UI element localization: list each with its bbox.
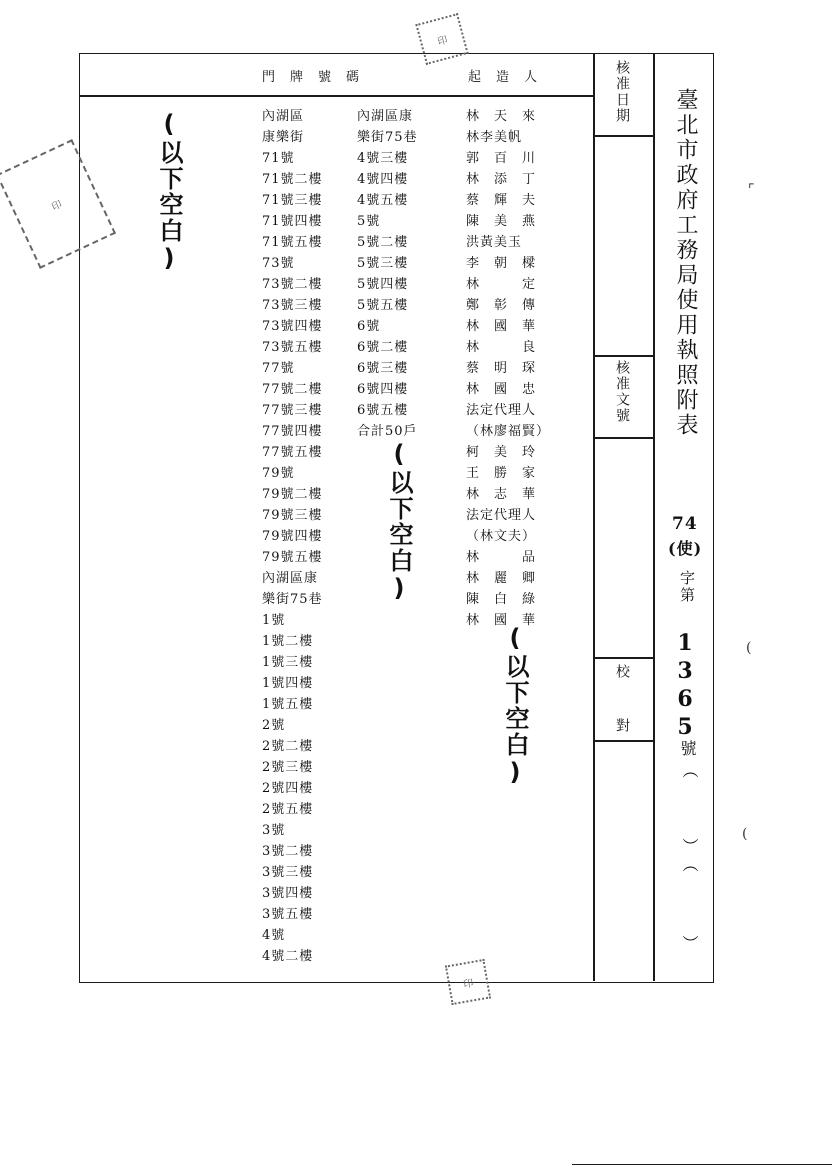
- address-entry: 79號三樓: [262, 508, 323, 523]
- address-entry: 71號五樓: [262, 235, 323, 250]
- address-header: 門 牌 號 碼: [262, 70, 361, 85]
- address-entry: 6號四樓: [357, 382, 409, 397]
- seal-stamp-bottom: [445, 959, 491, 1005]
- address-entry: 71號: [262, 151, 295, 166]
- side-hline-1: [593, 135, 653, 137]
- bracket-mark-2: (: [746, 640, 752, 656]
- address-entry: 71號二樓: [262, 172, 323, 187]
- address-entry: 77號三樓: [262, 403, 323, 418]
- builder-entry: 柯 美 玲: [466, 445, 537, 460]
- address-entry: 4號: [262, 928, 286, 943]
- address-entry: 合計50戶: [357, 424, 418, 439]
- bracket-mark-3: (: [742, 826, 748, 842]
- builder-entry: （林廖福賢）: [466, 424, 551, 439]
- side-hline-3: [593, 437, 653, 439]
- paren-1: ︵: [680, 762, 699, 780]
- address-entry: 2號二樓: [262, 739, 314, 754]
- builder-header: 起 造 人: [468, 70, 539, 85]
- address-entry: 3號四樓: [262, 886, 314, 901]
- address-entry: 73號三樓: [262, 298, 323, 313]
- address-entry: 79號四樓: [262, 529, 323, 544]
- builder-entry: 林 國 華: [466, 613, 537, 628]
- blank-marker-left: (以下空白): [155, 110, 183, 274]
- approval-doc-label: 核准文號: [614, 360, 630, 424]
- hao-label: 號: [678, 740, 697, 758]
- blank-marker-middle: (以下空白): [385, 440, 413, 604]
- side-hline-2: [593, 355, 653, 357]
- address-entry: 6號: [357, 319, 381, 334]
- seal-stamp-left-label: 印: [49, 198, 64, 213]
- builder-entry: 陳 美 燕: [466, 214, 537, 229]
- builder-entry: 林 麗 卿: [466, 571, 537, 586]
- builder-entry: （林文夫）: [466, 529, 537, 544]
- address-entry: 71號四樓: [262, 214, 323, 229]
- builder-entry: 林 國 華: [466, 319, 537, 334]
- approval-date-label: 核准日期: [614, 60, 630, 124]
- side-divider-2: [653, 53, 655, 981]
- address-entry: 6號三樓: [357, 361, 409, 376]
- address-entry: 6號二樓: [357, 340, 409, 355]
- address-entry: 4號四樓: [357, 172, 409, 187]
- address-entry: 73號五樓: [262, 340, 323, 355]
- seal-stamp-bottom-label: 印: [462, 977, 475, 991]
- builder-entry: 林 品: [466, 550, 537, 565]
- address-entry: 5號四樓: [357, 277, 409, 292]
- address-entry: 3號三樓: [262, 865, 314, 880]
- side-hline-4: [593, 657, 653, 659]
- builder-entry: 林 國 忠: [466, 382, 537, 397]
- builder-entry: 林 良: [466, 340, 537, 355]
- address-entry: 77號二樓: [262, 382, 323, 397]
- address-entry: 1號三樓: [262, 655, 314, 670]
- paren-3: ︶: [680, 935, 699, 953]
- builder-entry: 林 定: [466, 277, 537, 292]
- address-entry: 2號五樓: [262, 802, 314, 817]
- address-entry: 內湖區: [262, 109, 305, 124]
- paren-2: ︶︵: [680, 838, 699, 874]
- address-entry: 2號: [262, 718, 286, 733]
- address-entry: 79號: [262, 466, 295, 481]
- blank-marker-right: (以下空白): [501, 624, 529, 788]
- zi-di-label: 字第: [678, 570, 696, 604]
- address-entry: 康樂街: [262, 130, 305, 145]
- address-entry: 5號三樓: [357, 256, 409, 271]
- address-entry: 4號二樓: [262, 949, 314, 964]
- address-entry: 2號三樓: [262, 760, 314, 775]
- address-entry: 內湖區康: [262, 571, 319, 586]
- builder-entry: 林 天 來: [466, 109, 537, 124]
- doc-type: (使): [668, 539, 703, 558]
- side-divider-1: [593, 53, 595, 981]
- bracket-mark-1: ⌜: [748, 182, 755, 198]
- builder-entry: 陳 白 綠: [466, 592, 537, 607]
- address-entry: 4號五樓: [357, 193, 409, 208]
- address-entry: 1號: [262, 613, 286, 628]
- address-entry: 77號五樓: [262, 445, 323, 460]
- builder-entry: 王 勝 家: [466, 466, 537, 481]
- builder-entry: 洪黃美玉: [466, 235, 523, 250]
- address-entry: 79號五樓: [262, 550, 323, 565]
- address-entry: 1號四樓: [262, 676, 314, 691]
- seal-stamp-top-label: 印: [436, 34, 449, 48]
- address-entry: 3號二樓: [262, 844, 314, 859]
- builder-entry: 林李美帆: [466, 130, 523, 145]
- address-entry: 1號二樓: [262, 634, 314, 649]
- proofread-label: 校對: [614, 664, 630, 772]
- form-title: 臺北市政府工務局使用執照附表: [673, 88, 698, 438]
- builder-entry: 蔡 輝 夫: [466, 193, 537, 208]
- builder-entry: 林 添 丁: [466, 172, 537, 187]
- address-entry: 73號二樓: [262, 277, 323, 292]
- address-entry: 內湖區康: [357, 109, 414, 124]
- address-entry: 71號三樓: [262, 193, 323, 208]
- address-entry: 2號四樓: [262, 781, 314, 796]
- address-entry: 73號四樓: [262, 319, 323, 334]
- builder-entry: 法定代理人: [466, 403, 537, 418]
- address-entry: 5號五樓: [357, 298, 409, 313]
- address-entry: 79號二樓: [262, 487, 323, 502]
- address-entry: 樂街75巷: [357, 130, 418, 145]
- bottom-rule: [572, 1164, 832, 1165]
- doc-number: 1365: [672, 630, 698, 742]
- builder-entry: 法定代理人: [466, 508, 537, 523]
- address-entry: 5號: [357, 214, 381, 229]
- header-divider: [79, 95, 593, 97]
- address-entry: 5號二樓: [357, 235, 409, 250]
- builder-entry: 郭 百 川: [466, 151, 537, 166]
- address-entry: 3號: [262, 823, 286, 838]
- doc-year: 74: [672, 514, 698, 534]
- address-entry: 6號五樓: [357, 403, 409, 418]
- address-entry: 1號五樓: [262, 697, 314, 712]
- builder-entry: 鄭 彰 傳: [466, 298, 537, 313]
- builder-entry: 蔡 明 琛: [466, 361, 537, 376]
- address-entry: 77號四樓: [262, 424, 323, 439]
- address-entry: 樂街75巷: [262, 592, 323, 607]
- builder-entry: 李 朝 樑: [466, 256, 537, 271]
- address-entry: 73號: [262, 256, 295, 271]
- address-entry: 4號三樓: [357, 151, 409, 166]
- address-entry: 3號五樓: [262, 907, 314, 922]
- address-entry: 77號: [262, 361, 295, 376]
- builder-entry: 林 志 華: [466, 487, 537, 502]
